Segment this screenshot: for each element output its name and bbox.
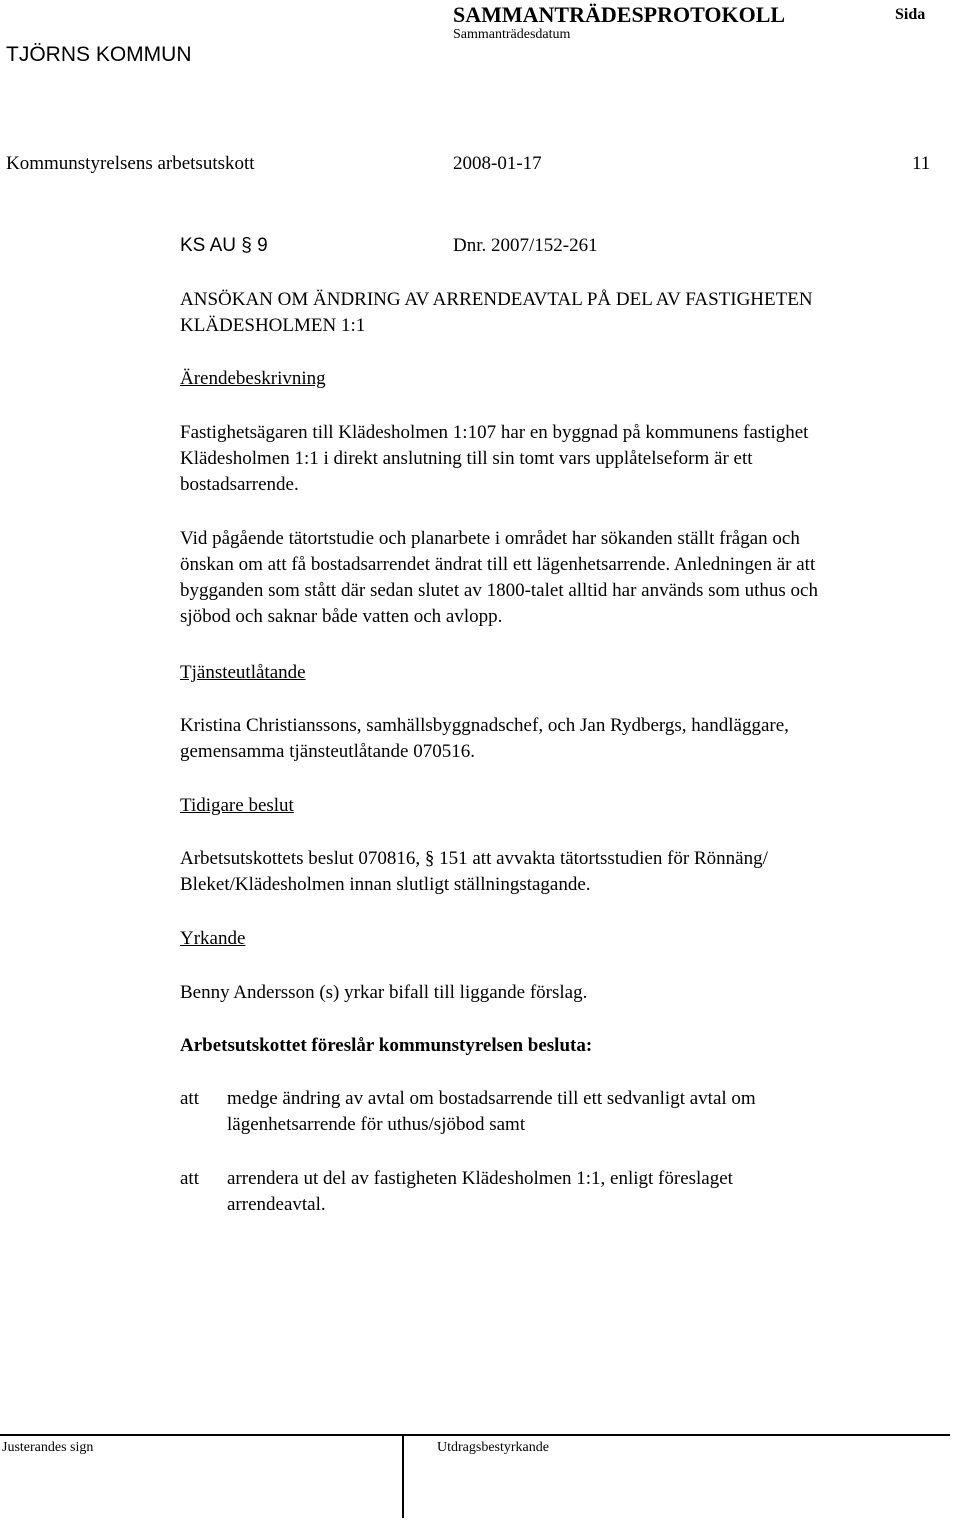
- signer-label: Justerandes sign: [2, 1440, 94, 1455]
- section-heading-opinion: Tjänsteutlåtande: [180, 662, 306, 683]
- previous-decision-paragraph: [180, 846, 955, 898]
- footer-rule: [0, 1434, 950, 1436]
- text-line: Arbetsutskottets beslut 070816, § 151 att avvakta tätortsstudien för Rönnäng/: [180, 848, 768, 869]
- proposal-item-text: [227, 1166, 733, 1218]
- text-line: lägenhetsarrende för uthus/sjöbod samt: [227, 1114, 526, 1135]
- page-number: 11: [912, 153, 931, 174]
- case-reference: KS AU § 9: [180, 235, 268, 256]
- text-line: bygganden som stått där sedan slutet av 1800-talet alltid har används som uthus och: [180, 580, 818, 601]
- certifier-label: Utdragsbestyrkande: [437, 1440, 549, 1455]
- case-title-line: KLÄDESHOLMEN 1:1: [180, 315, 366, 336]
- proposal-item-marker: att: [180, 1168, 199, 1189]
- text-line: Fastighetsägaren till Klädesholmen 1:107 har en byggnad på kommunens fastighet: [180, 422, 809, 443]
- case-title-line: ANSÖKAN OM ÄNDRING AV ARRENDEAVTAL PÅ DEL AV FASTIGHETEN: [180, 289, 813, 310]
- motion-text: Benny Andersson (s) yrkar bifall till liggande förslag.: [180, 982, 588, 1003]
- text-line: Vid pågående tätortstudie och planarbete i området har sökanden ställt frågan och: [180, 528, 800, 549]
- municipality-name: TJÖRNS KOMMUN: [6, 43, 192, 66]
- text-line: arrendera ut del av fastigheten Klädesholmen 1:1, enligt föreslaget: [227, 1168, 733, 1189]
- proposal-item-text: [227, 1086, 756, 1138]
- text-line: Klädesholmen 1:1 i direkt anslutning till sin tomt vars upplåtelseform är ett: [180, 448, 753, 469]
- footer-divider: [402, 1434, 404, 1518]
- meeting-date: 2008-01-17: [453, 153, 542, 174]
- proposal-item-marker: att: [180, 1088, 199, 1109]
- text-line: sjöbod och saknar både vatten och avlopp.: [180, 606, 503, 627]
- text-line: arrendeavtal.: [227, 1194, 326, 1215]
- page-label: Sida: [895, 6, 926, 23]
- case-title: [180, 287, 955, 339]
- section-heading-proposal: Arbetsutskottet föreslår kommunstyrelsen besluta:: [180, 1035, 593, 1056]
- section-heading-previous-decision: Tidigare beslut: [180, 795, 294, 816]
- text-line: Bleket/Klädesholmen innan slutligt ställningstagande.: [180, 874, 591, 895]
- text-line: önskan om att få bostadsarrendet ändrat till ett lägenhetsarrende. Anledningen är att: [180, 554, 816, 575]
- meeting-date-label: Sammanträdesdatum: [453, 27, 571, 42]
- text-line: Kristina Christianssons, samhällsbyggnadschef, och Jan Rydbergs, handläggare,: [180, 715, 789, 736]
- opinion-paragraph: [180, 713, 955, 765]
- description-paragraph-2: [180, 526, 955, 630]
- document-type: SAMMANTRÄDESPROTOKOLL: [453, 2, 786, 27]
- text-line: bostadsarrende.: [180, 474, 299, 495]
- meeting-body: Kommunstyrelsens arbetsutskott: [6, 153, 255, 174]
- description-paragraph-1: [180, 420, 955, 498]
- section-heading-motion: Yrkande: [180, 928, 246, 949]
- text-line: medge ändring av avtal om bostadsarrende till ett sedvanligt avtal om: [227, 1088, 756, 1109]
- section-heading-description: Ärendebeskrivning: [180, 368, 326, 389]
- diary-number: Dnr. 2007/152-261: [453, 235, 598, 256]
- text-line: gemensamma tjänsteutlåtande 070516.: [180, 741, 475, 762]
